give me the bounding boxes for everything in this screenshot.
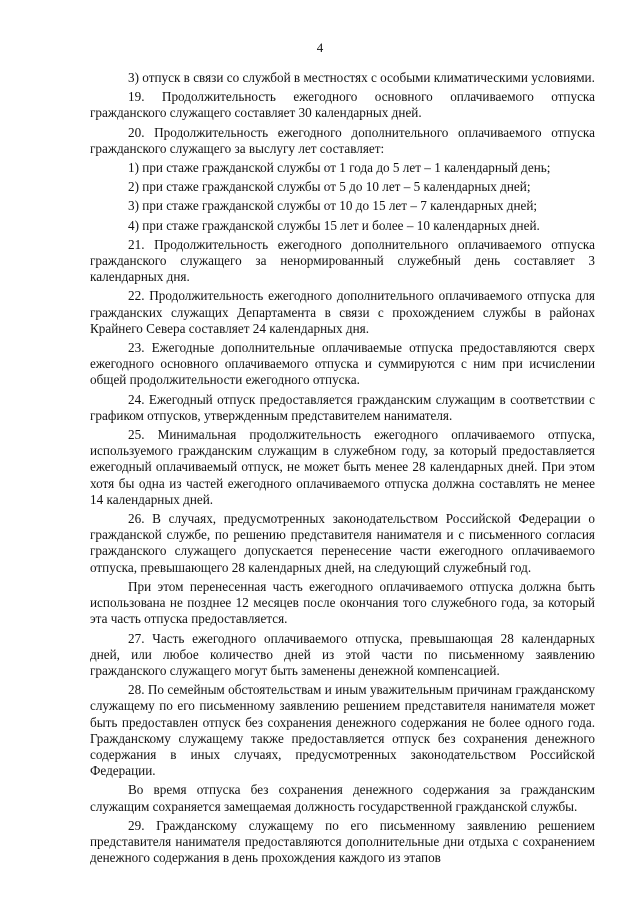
list-item: 4) при стаже гражданской службы 15 лет и более – 10 календарных дней. xyxy=(128,217,540,233)
paragraph: 3) отпуск в связи со службой в местностях с особыми климатическими условиями. xyxy=(128,70,595,85)
paragraph: При этом перенесенная часть ежегодного оплачиваемого отпуска должна быть использована не позднее 12 месяцев после окончания того служебного года, за который эта часть отпуска предоставляется. xyxy=(90,578,595,627)
document-body xyxy=(90,70,595,869)
list-item: 2) при стаже гражданской службы от 5 до 10 лет – 5 календарных дней; xyxy=(128,179,531,195)
paragraph: 24. Ежегодный отпуск предоставляется гражданским служащим в соответствии с графиком отпусков, утвержденным представителем нанимателя. xyxy=(90,391,595,423)
paragraph: 29. Гражданскому служащему по его письменному заявлению решением представителя нанимателя предоставляются дополнительные дни отдыха с сохранением денежного содержания в день прохождения каждого из этапов xyxy=(90,817,595,866)
paragraph: 21. Продолжительность ежегодного дополнительного оплачиваемого отпуска гражданского служащего за ненормированный служебный день составляет 3 календарных дня. xyxy=(90,236,595,285)
page-number: 4 xyxy=(316,40,324,55)
paragraph: 19. Продолжительность ежегодного основного оплачиваемого отпуска гражданского служащего составляет 30 календарных дней. xyxy=(90,89,595,121)
list-item: 1) при стаже гражданской службы от 1 года до 5 лет – 1 календарный день; xyxy=(128,160,551,176)
list-item: 3) при стаже гражданской службы от 10 до 15 лет – 7 календарных дней; xyxy=(128,198,538,214)
paragraph: 25. Минимальная продолжительность ежегодного оплачиваемого отпуска, используемого гражданским служащим в служебном году, за который предоставляется ежегодный оплачиваемый отпуск, не может быть менее 28 календарных дней. При этом хотя бы одна из частей ежегодного оплачиваемого отпуска должна составлять не менее 14 календарных дней. xyxy=(90,427,595,507)
paragraph: 26. В случаях, предусмотренных законодательством Российской Федерации о гражданской службе, по решению представителя нанимателя и с письменного согласия гражданского служащего допускается перенесение части ежегодного оплачиваемого отпуска, превышающего 28 календарных дней, на следующий служебный год. xyxy=(90,511,595,575)
paragraph: 28. По семейным обстоятельствам и иным уважительным причинам гражданскому служащему по его письменному заявлению решением представителя нанимателя может быть предоставлен отпуск без сохранения денежного содержания не более одного года. Гражданскому служащему также предоставляется отпуск без сохранения денежного содержания в иных случаях, предусмотренных законодательством Российской Федерации. xyxy=(90,682,595,779)
paragraph: 23. Ежегодные дополнительные оплачиваемые отпуска предоставляются сверх ежегодного основного оплачиваемого отпуска и суммируются с ним при исчислении общей продолжительности ежегодного отпуска. xyxy=(90,340,595,388)
paragraph: Во время отпуска без сохранения денежного содержания за гражданским служащим сохраняется замещаемая должность государственной гражданской службы. xyxy=(90,782,595,814)
paragraph: 22. Продолжительность ежегодного дополнительного оплачиваемого отпуска для гражданских служащих Департамента в связи с прохождением службы в районах Крайнего Севера составляет 24 календарных дня. xyxy=(90,288,595,336)
paragraph: 20. Продолжительность ежегодного дополнительного оплачиваемого отпуска гражданского служащего за выслугу лет составляет: xyxy=(90,124,595,156)
paragraph: 27. Часть ежегодного оплачиваемого отпуска, превышающая 28 календарных дней, или любое количество дней из этой части по письменному заявлению гражданского служащего могут быть заменены денежной компенсацией. xyxy=(90,630,595,678)
